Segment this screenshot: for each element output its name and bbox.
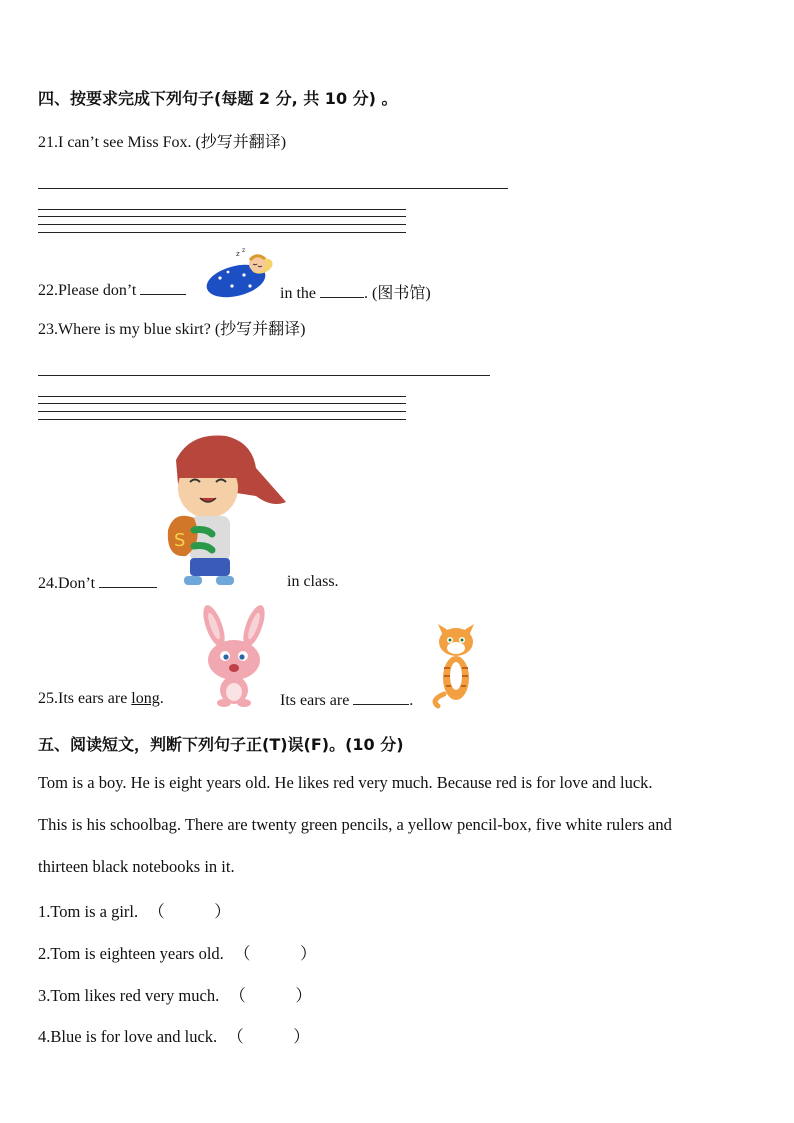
judge-item-3-text: 3.Tom likes red very much. (38, 986, 220, 1005)
question-24-after: in class. (287, 573, 339, 590)
writing-line-23-d[interactable] (38, 419, 406, 420)
answer-line-23-copy[interactable] (38, 375, 490, 376)
writing-line-23-a[interactable] (38, 396, 406, 397)
question-21-number: 21. (38, 134, 58, 151)
judge-item-1-text: 1.Tom is a girl. (38, 902, 139, 921)
passage-line-2: This is his schoolbag. There are twenty green pencils, a yellow pencil-box, five white rulers and (38, 815, 672, 834)
answer-blank-25[interactable] (353, 690, 409, 705)
sleeping-child-illustration (202, 248, 278, 300)
question-22 (38, 280, 186, 300)
question-25-before: 25.Its ears are (38, 690, 128, 707)
svg-text:z: z (236, 250, 240, 258)
svg-text:z: z (242, 247, 246, 254)
question-22-before: 22.Please don’t (38, 282, 137, 299)
judge-item-4 (38, 1023, 310, 1047)
question-24 (38, 573, 157, 593)
passage-line-3: thirteen black notebooks in it. (38, 857, 235, 876)
judge-item-1-answer-box[interactable]: （ ） (148, 902, 231, 921)
writing-line-21-d[interactable] (38, 232, 406, 233)
question-25-second (280, 690, 413, 710)
question-25-end: . (409, 692, 414, 709)
answer-blank-22-verb[interactable] (140, 280, 186, 295)
judge-item-2-answer-box[interactable]: （ ） (233, 944, 317, 963)
judge-item-3 (38, 982, 312, 1006)
writing-line-21-a[interactable] (38, 209, 406, 210)
judge-item-4-text: 4.Blue is for love and luck. (38, 1027, 218, 1046)
question-25 (38, 690, 164, 708)
question-22-after: . (图书馆) (364, 285, 431, 302)
answer-blank-22-place[interactable] (320, 283, 364, 298)
question-21 (38, 129, 286, 152)
judge-item-3-answer-box[interactable]: （ ） (229, 986, 312, 1005)
answer-line-21-copy[interactable] (38, 188, 508, 189)
boy-eating-snack-illustration (160, 430, 290, 590)
rabbit-illustration (192, 606, 276, 706)
answer-blank-24[interactable] (99, 573, 157, 588)
passage-line-1: Tom is a boy. He is eight years old. He likes red very much. Because red is for love and luck. (38, 773, 653, 792)
svg-text:S: S (174, 530, 186, 551)
judge-item-4-answer-box[interactable]: （ ） (227, 1027, 310, 1046)
question-25-underlined-word: long (131, 690, 160, 707)
question-24-before: 24.Don’t (38, 575, 96, 592)
judge-item-1 (38, 898, 231, 922)
judge-item-2 (38, 940, 316, 964)
judge-item-2-text: 2.Tom is eighteen years old. (38, 944, 224, 963)
cat-illustration (430, 616, 482, 708)
writing-line-23-b[interactable] (38, 403, 406, 404)
question-23: 23.Where is my blue skirt? (抄写并翻译) (38, 321, 306, 338)
writing-line-21-c[interactable] (38, 224, 406, 225)
question-21-text: I can’t see Miss Fox. (抄写并翻译) (58, 134, 287, 151)
writing-line-23-c[interactable] (38, 411, 406, 412)
question-25-dot: . (159, 690, 164, 707)
section-5-title: 五、阅读短文，判断下列句子正(T)误(F)。(10 分) (38, 735, 404, 754)
writing-line-21-b[interactable] (38, 216, 406, 217)
section-4-title: 四、按要求完成下列句子(每题 2 分, 共 10 分) 。 (38, 89, 398, 108)
question-22-continued (280, 280, 431, 303)
question-22-middle: in the (280, 285, 316, 302)
question-25-second-text: Its ears are (280, 692, 350, 709)
